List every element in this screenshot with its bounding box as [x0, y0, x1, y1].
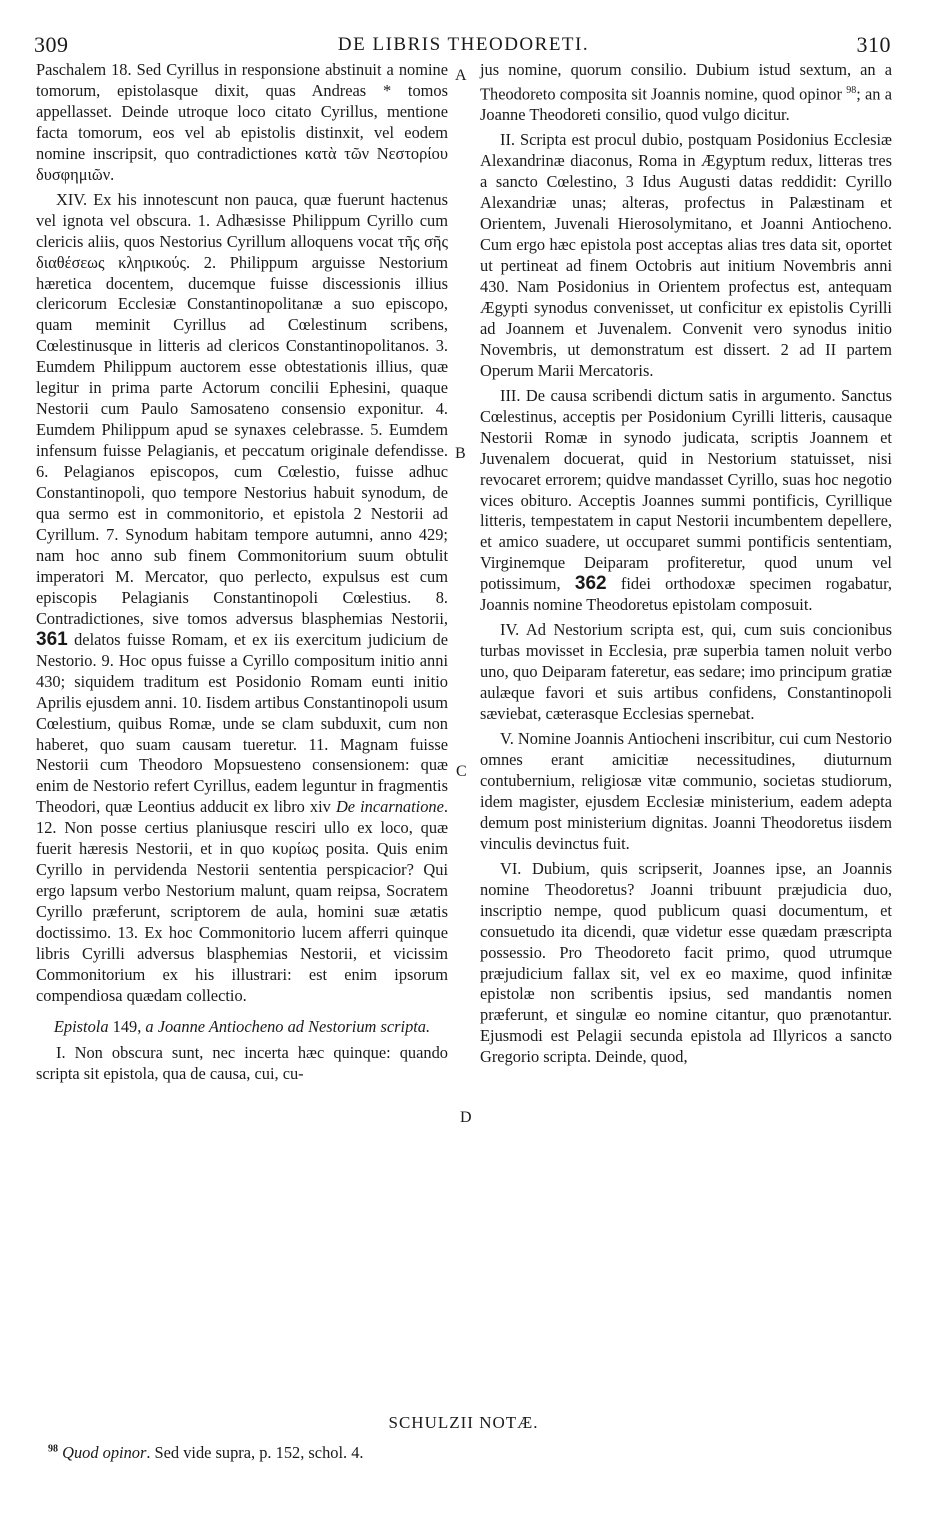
text-run: jus nomine, quorum consilio. Dubium istud sextum, an a Theodoreto composita sit Joannis nomine, quod opinor — [480, 60, 892, 104]
column-number-bold: 362 — [574, 573, 607, 595]
paragraph-ii: II. Scripta est procul dubio, postquam Posidonius Ecclesiæ Alexandrinæ diaconus, Roma in Ægyptum redux, litteras tres a sancto Cœlestino, 3 Idus Augusti datas reddidit: Cyrillo Alexandriæ unas; alteras, profectus in Palæstinam et Orientem, Juvenali Hierosolymitano, et Joanni Antiocheno. Cum ergo hæc epistola post acceptas alias tres data sit, oportet ut pertineat ad finem Octobris aut initium Novembris anni 430. Nam Posidonius in Orientem profectus est, antequam Ægypti synodus convenisset, ut conficitur ex epistolis Cyrilli ad Joannem et Juvenalem. Convenit vero synodus initio Novembris, ut demonstratum est dissert. 2 ad II partem Operum Marii Mercatoris. — [480, 130, 892, 380]
page-number-left: 309 — [34, 32, 69, 57]
paragraph-iv: IV. Ad Nestorium scripta est, qui, cum suis concionibus turbas movisset in Ecclesia, præ superbia tamen noluit verbo uno, quo Deiparam fateretur, eas sedare; imo principum gratiæ aulæque favori et suis artibus confidens, Constantinopoli sæviebat, cæterasque Ecclesias spernebat. — [480, 620, 892, 724]
text-run: fidei orthodoxæ specimen rogabatur, Joannis nomine Theodoretus epistolam composuit. — [480, 574, 892, 615]
paragraph-vi: VI. Dubium, quis scripserit, Joannes ipse, an Joannis nomine Theodoretus? Joanni tribuunt præjudicia duo, inscriptio nempe, quod publicum quasi documentum, et consuetudo ita dicendi, quæ videtur esse quædam præscripta possessio. Pro Theodoreto facit primo, quod utrumque præjudicium fallax sit, vel ex eo maxime, quod infinitæ epistolæ non scribentis ipsius, sed mandantis nomen præferunt, et singulæ eo nomine citantur, quo prænotantur. Ejusmodi est Pelagii secunda epistola ad Illyricos a sancto Gregorio scripta. Deinde, quod, — [480, 858, 892, 1067]
margin-mark-d: D — [460, 1109, 472, 1126]
right-column — [480, 60, 892, 1068]
caption-number: 149, — [108, 1016, 146, 1036]
paragraph — [480, 60, 892, 126]
footnote-text: . Sed vide supra, p. 152, schol. 4. — [146, 1443, 364, 1462]
paragraph-i: I. Non obscura sunt, nec incerta hæc quinque: quando scripta sit epistola, qua de causa, cui, cu- — [36, 1042, 448, 1083]
footnote-ref: 98 — [846, 84, 857, 96]
paragraph-v: V. Nomine Joannis Antiocheni inscribitur, cui cum Nestorio omnes erant amicitiæ necessitudines, diuturnum contubernium, religiosæ vitæ communio, societas studiorum, idem magister, ejusdem Ecclesiæ ministerium, eadem adepta demum post ministerium dignitas. Joanni Theodoretus iisdem vinculis devinctus fuit. — [480, 729, 892, 853]
running-title: DE LIBRIS THEODORETI. — [337, 34, 590, 55]
caption-italic: a Joanne Antiocheno ad Nestorium scripta. — [145, 1016, 431, 1036]
text-run: . 12. Non posse certius planiusque resciri ullo ex loco, quæ fuerit hæresis Nestorii, et in quo κυρίως posita. Quis enim Cyrillo in pervidenda Nestorii sententia perspicacior? Qui ergo lapsum verbo Nestorium malunt, quam reipsa, Socratem Cyrillo præferunt, scriptorem de aula, homini suæ ætatis doctissimo. 13. Ex hoc Commonitorio lucem afferri quinque libris Cyrilli adversus blasphemias Nestorii, et vicissim Commonitorium ex his illustrari: est enim ipsorum compendiosa quædam collectio. — [36, 797, 449, 1005]
text-run: XIV. Ex his innotescunt non pauca, quæ fuerunt hactenus vel ignota vel obscura. 1. Adhæsisse Philippum Cyrillo cum clericis aliis, quos Nestorius Cyrillum alloquens vocat τῆς σῆς διαθέσεως κληρικούς. 2. Philippum arguisse Nestorium hæretica docentem, ducemque fuisse discessionis illius clericorum Ecclesiæ Constantinopolitanæ a suo episcopo, quam meminit Cyrillus ad Cœlestinum scribens, Cœlestinusque in litteris ad clericos Constantinopolitanos. 3. Eumdem Philippum auctorem esse obtestationis illius, quæ legitur in prima parte Actorum concilii Ephesini, quaque Nestorii cum Paulo Samosateno consensio exponitur. 4. Eumdem Philippum apud se synaxes celebrasse. 5. Eumdem infensum fuisse Pelagianis, et peccatum originale defendisse. 6. Pelagianos episcopos, cum Cœlestio, fuisse adhuc Constantinopoli, quo tempore Nestorius habuit synodum, de qua sermo est in commonitorio, et epistola 2 Nestorii ad Cyrillum. 7. Synodum habitam tempore autumni, anno 429; nam hoc anno sub finem Commonitorium suum obtulit imperatori M. Mercator, quo perlecto, expulsus est cum episcopis Pelagianis Constantinopoli Cœlestius. 8. Contradictiones, sive tomos adversus blasphemias Nestorii, — [36, 189, 448, 628]
caption-italic: Epistola — [53, 1016, 109, 1036]
notes-heading: SCHULZII NOTÆ. — [388, 1413, 539, 1432]
column-number-bold: 361 — [36, 628, 68, 650]
text-run: ; an a Joanne Theodoreti consilio, quod vulgo dicitur. — [480, 84, 892, 125]
footnote-number: 98 — [48, 1443, 58, 1455]
paragraph-iii — [480, 386, 892, 616]
margin-mark-b: B — [455, 445, 466, 462]
paragraph: Paschalem 18. Sed Cyrillus in responsione abstinuit a nomine tomorum, epistolasque dixit, quas Andreas * tomos appellasset. Deinde utroque loco citato Cyrillus, mentione facta tomorum, eos vel ab epistolis distinxit, vel eodem nomine inscripsit, quo contradictiones κατὰ τῶν Νεστορίου δυσφημιῶν. — [36, 60, 448, 184]
left-column — [36, 60, 448, 1085]
italic-title: De incarnatione — [335, 797, 444, 817]
margin-mark-c: C — [456, 763, 467, 780]
footnote — [48, 1443, 364, 1463]
paragraph-xiv — [36, 190, 448, 1007]
section-caption — [46, 1017, 438, 1037]
footnote-italic: Quod opinor — [62, 1443, 147, 1462]
page-number-right: 310 — [856, 32, 891, 57]
text-run: delatos fuisse Romam, et ex iis exercitum judicium de Nestorio. 9. Hoc opus fuisse a Cyrillo compositum initio anni 430; siquidem traditum est Posidonio Romam eunti initio Aprilis ejusdem anni. 10. Iisdem artibus Constantinopoli usum Cœlestium, quibus Romæ, unde se clam subduxit, cum non haberet, quo suam causam tueretur. 11. Magnam fuisse Nestorii cum Theodoro Mopsuesteno consensionem: quæ enim de Nestorio refert Cyrillus, eadem leguntur in fragmentis Theodori, quæ Leontius adducit ex libro xiv — [36, 629, 448, 817]
text-run: III. De causa scribendi dictum satis in argumento. Sanctus Cœlestinus, acceptis per Posidonium Cyrilli litteris, causaque Nestorii Romæ in synodo judicata, scriptis Joannem et Juvenalem docuerat, quid in Nestorium statuisset, nisi revocaret errorem; quidve mandasset Cyrillo, suas hoc negotio vices obituro. Acceptis Joannes summi pontificis, Cyrillique litteris, tempestatem in caput Nestorii incumbentem depellere, et amico suadere, ut occuparet summi pontificis sententiam, Virginemque Deiparam profiteretur, quod unum vel potissimum, — [480, 385, 892, 594]
margin-mark-a: A — [455, 67, 467, 84]
page-header — [0, 28, 927, 62]
